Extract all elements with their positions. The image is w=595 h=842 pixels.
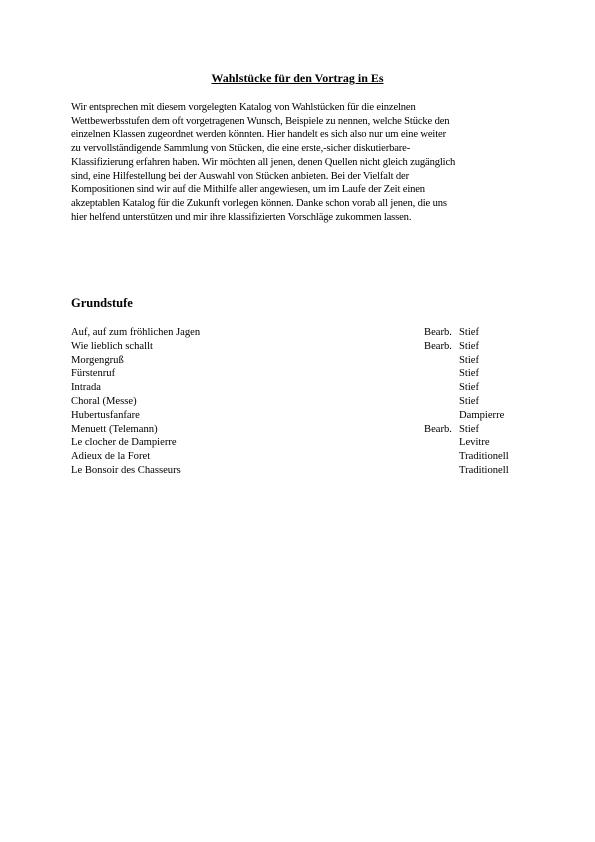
piece-title: Menuett (Telemann): [71, 423, 158, 435]
list-item: [71, 326, 531, 340]
intro-line: Wettbewerbsstufen dem oft vorgetragenen Wunsch, Beispiele zu nennen, welche Stücke den: [71, 115, 450, 127]
intro-line: akzeptablen Katalog für die Zukunft vorlegen können. Danke schon vorab all jenen, die uns: [71, 197, 447, 209]
intro-line: zu vervollständigende Sammlung von Stücken, die eine erste,-sicher diskutierbare-: [71, 143, 411, 155]
section-heading: Grundstufe: [71, 296, 133, 310]
intro-line: Kompositionen sind wir auf die Mithilfe aller angewiesen, um im Laufe der Zeit einen: [71, 184, 425, 196]
list-item: [71, 381, 531, 395]
piece-title: Auf, auf zum fröhlichen Jagen: [71, 327, 201, 338]
piece-composer: Stief: [459, 340, 480, 352]
piece-title: Adieux de la Foret: [71, 451, 151, 463]
piece-composer: Stief: [459, 423, 480, 435]
list-item: [71, 450, 531, 464]
piece-composer: Traditionell: [459, 451, 509, 463]
piece-composer: Stief: [459, 354, 480, 366]
intro-paragraph: [71, 101, 521, 224]
piece-composer: Dampierre: [459, 409, 505, 421]
list-item: [71, 436, 531, 450]
piece-composer: Traditionell: [459, 464, 509, 476]
intro-line: hier helfend unterstützen und mir ihre klassifizierten Vorschläge zukommen lassen.: [71, 211, 412, 223]
list-item: [71, 395, 531, 409]
piece-arrangement-label: Bearb.: [424, 327, 452, 338]
list-item: [71, 367, 531, 381]
piece-title: Intrada: [71, 382, 101, 394]
intro-line: Wir entsprechen mit diesem vorgelegten Katalog von Wahlstücken für die einzelnen: [71, 102, 416, 113]
piece-composer: Stief: [459, 395, 480, 407]
piece-arrangement-label: Bearb.: [424, 340, 452, 352]
piece-composer: Stief: [459, 382, 480, 394]
piece-arrangement-label: Bearb.: [424, 423, 452, 435]
piece-title: Fürstenruf: [71, 368, 116, 380]
intro-line: sind, eine Hilfestellung bei der Auswahl von Stücken anbieten. Bei der Vielfalt der: [71, 170, 409, 182]
piece-composer: Stief: [459, 368, 480, 380]
piece-composer: Stief: [459, 327, 480, 338]
piece-title: Le Bonsoir des Chasseurs: [71, 464, 181, 476]
piece-title: Morgengruß: [71, 354, 124, 366]
piece-title: Wie lieblich schallt: [71, 340, 153, 352]
intro-line: einzelnen Klassen zugeordnet werden könnten. Hier handelt es sich also nur um eine weiter: [71, 129, 446, 141]
list-item: [71, 340, 531, 354]
list-item: [71, 423, 531, 437]
list-item: [71, 409, 531, 423]
intro-line: Klassifizierung erfahren haben. Wir möchten all jenen, denen Quellen nicht gleich zugänglich: [71, 156, 456, 168]
piece-title: Hubertusfanfare: [71, 409, 140, 421]
piece-list: [71, 326, 531, 478]
document-title: Wahlstücke für den Vortrag in Es: [211, 71, 384, 85]
list-item: [71, 464, 531, 478]
piece-title: Le clocher de Dampierre: [71, 437, 177, 449]
list-item: [71, 354, 531, 368]
piece-composer: Levitre: [459, 437, 490, 449]
piece-title: Choral (Messe): [71, 395, 137, 407]
